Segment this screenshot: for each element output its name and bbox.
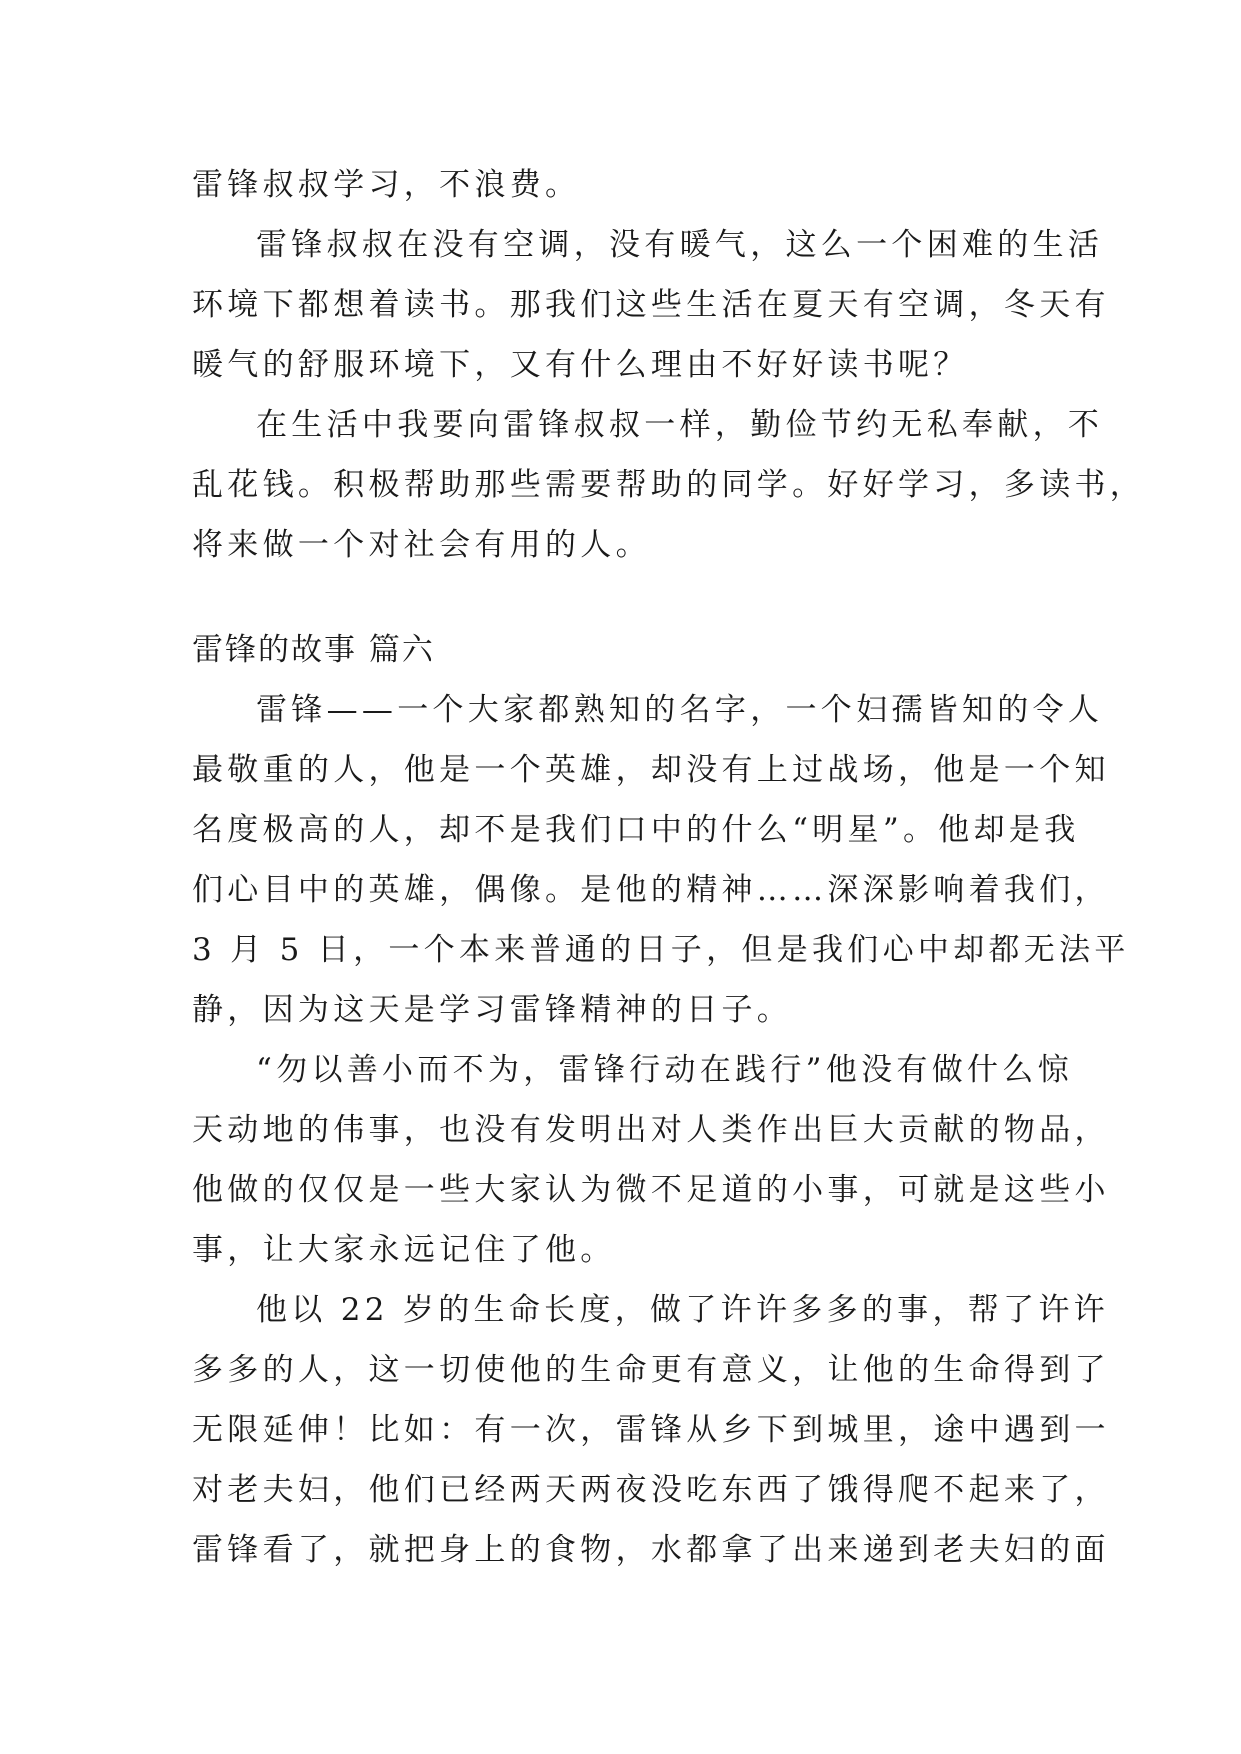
text-line: 3 月 5 日，一个本来普通的日子，但是我们心中却都无法平 — [192, 932, 1130, 968]
text-line: 雷锋看了，就把身上的食物，水都拿了出来递到老夫妇的面 — [192, 1532, 1110, 1568]
text-line: 暖气的舒服环境下，又有什么理由不好好读书呢？ — [192, 347, 969, 383]
text-line: 天动地的伟事，也没有发明出对人类作出巨大贡献的物品， — [192, 1112, 1110, 1148]
text-line: 无限延伸！比如：有一次，雷锋从乡下到城里，途中遇到一 — [192, 1412, 1110, 1448]
paragraph-start-line: 在生活中我要向雷锋叔叔一样，勤俭节约无私奉献，不 — [256, 407, 1104, 443]
text-line: 名度极高的人，却不是我们口中的什么“明星”。他却是我 — [192, 812, 1080, 848]
text-line: 对老夫妇，他们已经两天两夜没吃东西了饿得爬不起来了， — [192, 1472, 1110, 1508]
text-line: 雷锋叔叔学习，不浪费。 — [192, 167, 581, 203]
text-line: 事，让大家永远记住了他。 — [192, 1232, 616, 1268]
section-heading: 雷锋的故事 篇六 — [192, 632, 435, 668]
text-line: 乱花钱。积极帮助那些需要帮助的同学。好好学习，多读书， — [192, 467, 1146, 503]
text-line: 将来做一个对社会有用的人。 — [192, 527, 651, 563]
paragraph-start-line: 雷锋——一个大家都熟知的名字，一个妇孺皆知的令人 — [256, 692, 1104, 728]
text-line: 他做的仅仅是一些大家认为微不足道的小事，可就是这些小 — [192, 1172, 1110, 1208]
text-line: 静，因为这天是学习雷锋精神的日子。 — [192, 992, 793, 1028]
text-line: 最敬重的人，他是一个英雄，却没有上过战场，他是一个知 — [192, 752, 1110, 788]
text-line: 们心目中的英雄，偶像。是他的精神……深深影响着我们， — [192, 872, 1110, 908]
paragraph-start-line: “勿以善小而不为，雷锋行动在践行”他没有做什么惊 — [256, 1052, 1073, 1088]
text-line: 多多的人，这一切使他的生命更有意义，让他的生命得到了 — [192, 1352, 1110, 1388]
paragraph-start-line: 雷锋叔叔在没有空调，没有暖气，这么一个困难的生活 — [256, 227, 1104, 263]
text-line: 环境下都想着读书。那我们这些生活在夏天有空调，冬天有 — [192, 287, 1110, 323]
paragraph-start-line: 他以 22 岁的生命长度，做了许许多多的事，帮了许许 — [256, 1292, 1109, 1328]
